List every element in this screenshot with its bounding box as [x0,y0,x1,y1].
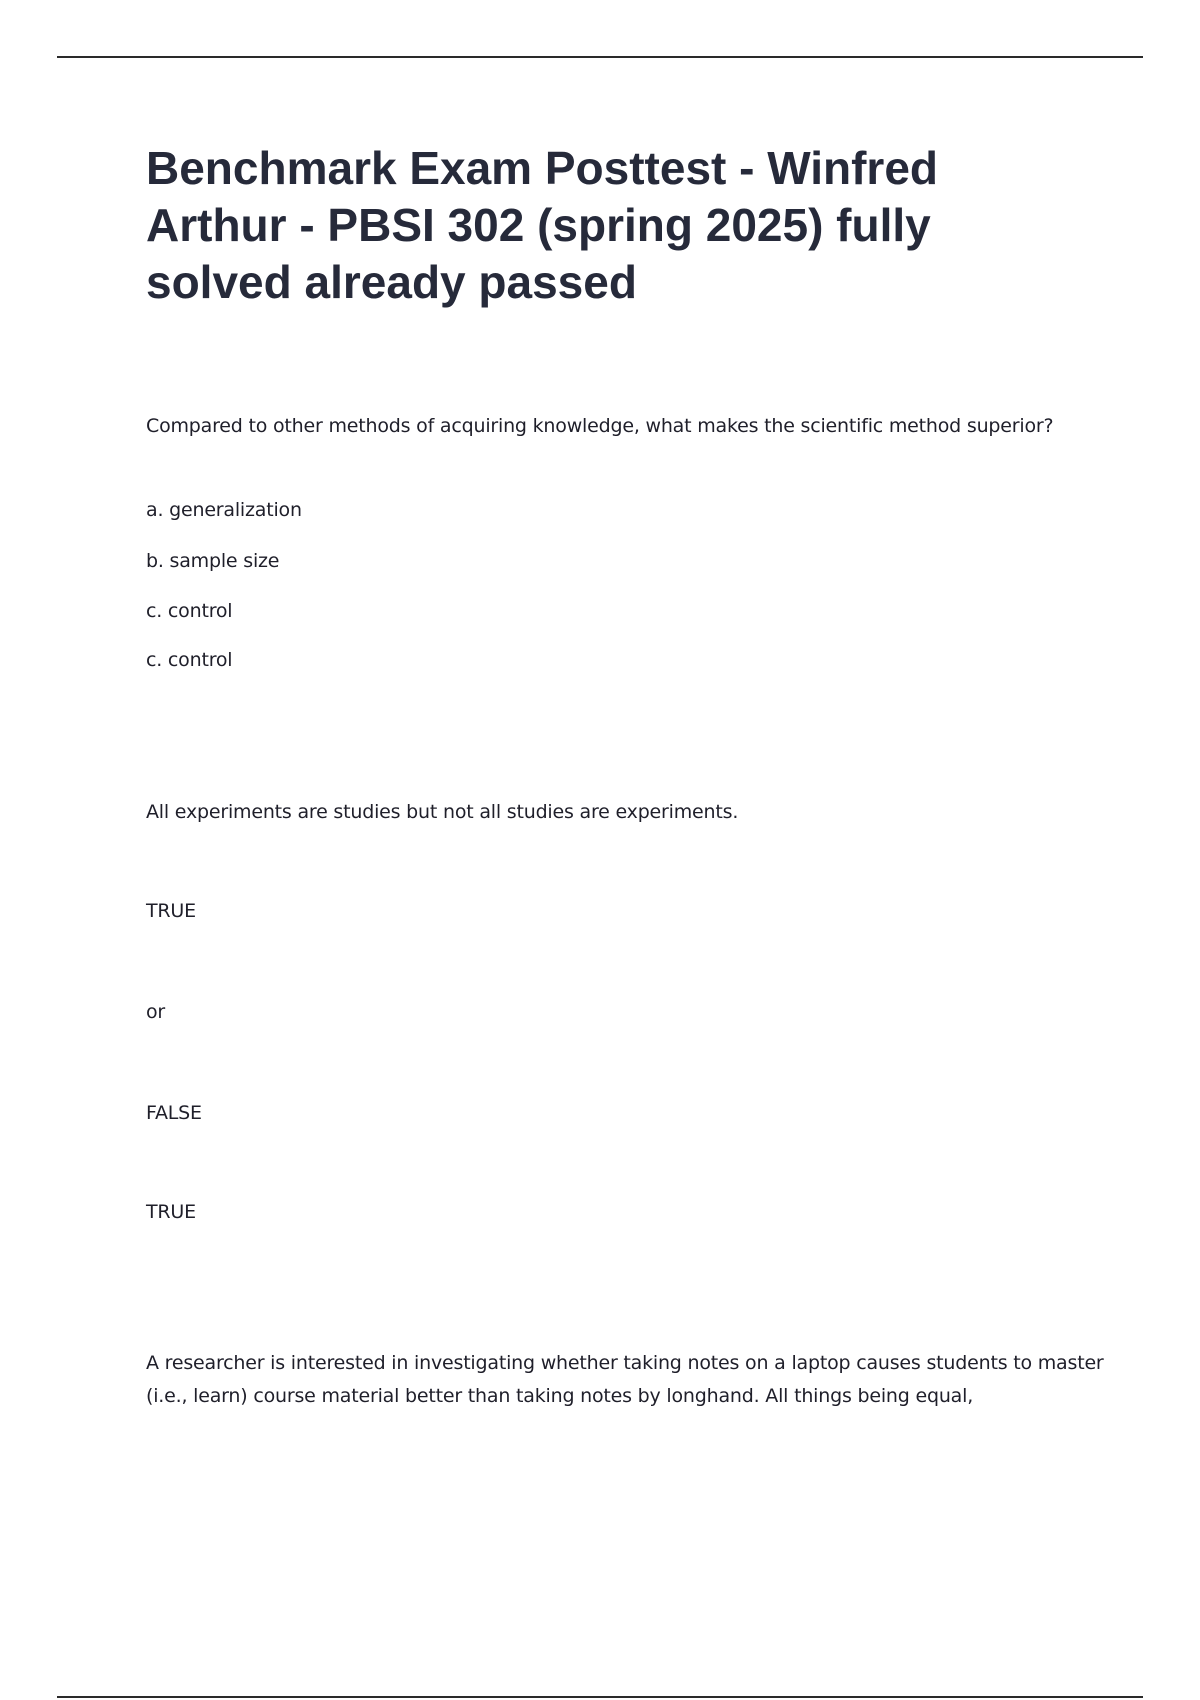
bottom-rule [57,1696,1143,1698]
question-2-option-true: TRUE [146,900,196,922]
question-1-option-a: a. generalization [146,499,302,521]
question-3-prompt: A researcher is interested in investigating whether taking notes on a laptop causes students to master (i.e., learn) course material better than taking notes by longhand. All things being equal, [146,1352,1104,1407]
question-2-prompt: All experiments are studies but not all studies are experiments. [146,801,739,823]
question-1-option-b: b. sample size [146,550,280,572]
question-1-answer: c. control [146,649,233,671]
top-rule [57,56,1143,58]
question-2-option-false: FALSE [146,1102,202,1124]
question-1-prompt: Compared to other methods of acquiring knowledge, what makes the scientific method superior? [146,415,1054,437]
question-2-answer: TRUE [146,1201,196,1223]
question-1-option-c: c. control [146,600,233,622]
question-2-option-or: or [146,1001,166,1023]
document-title: Benchmark Exam Posttest - Winfred Arthur - PBSI 302 (spring 2025) fully solved already passed [146,142,939,308]
